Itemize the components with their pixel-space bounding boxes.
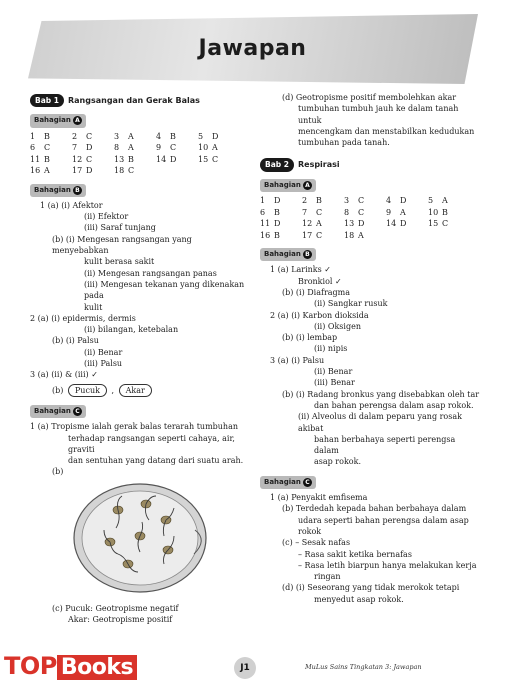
answer-cell [30, 165, 72, 177]
question-number: 5 [428, 196, 434, 206]
answer-letter: A [128, 143, 134, 153]
answer-line: bahan berbahaya seperti perengsa dalam [314, 434, 456, 456]
answer-letter: B [274, 230, 280, 240]
answer-letter: A [316, 219, 322, 229]
answer-letter: C [86, 154, 93, 164]
answer-cell [428, 207, 470, 219]
question-number: 13 [114, 154, 125, 164]
chapter-title: Rangsangan dan Gerak Balas [67, 96, 200, 105]
answer-line: mencengkam dan menstabilkan kedudukan [298, 126, 475, 136]
answer-line: kulit [84, 302, 103, 312]
answer-line: (ii) Alveolus di dalam peparu yang rosak akibat [298, 412, 462, 433]
answer-letter: A [128, 131, 134, 141]
answer-cell [302, 195, 344, 207]
answer-cell [428, 218, 470, 230]
answer-cell [198, 154, 240, 166]
section-letter-icon: C [73, 407, 82, 416]
answer-letter: C [316, 207, 323, 217]
answer-letter: D [86, 166, 93, 176]
question-number: 8 [344, 207, 350, 217]
answer-cell [344, 207, 386, 219]
section-label-c: Bahagian C [260, 476, 316, 489]
answer-line: (b) (i) Diafragma [282, 287, 351, 297]
answer-line: 1 (a) Penyakit emfisema [270, 493, 368, 503]
question-number: 16 [30, 166, 41, 176]
answer-cell [386, 207, 428, 219]
answer-cell [344, 218, 386, 230]
answer-line: asap rokok. [314, 457, 362, 467]
answer-letter: D [274, 196, 281, 206]
answer-letter: C [358, 207, 365, 217]
question-number: 11 [30, 154, 41, 164]
answer-cell [428, 195, 470, 207]
answer-cell [386, 218, 428, 230]
chapter-title: Respirasi [297, 160, 340, 170]
bab2-c-answers [260, 492, 480, 605]
oval-akar: Akar [119, 384, 152, 397]
left-column [30, 92, 250, 626]
answer-letter: A [358, 230, 364, 240]
question-number: 4 [156, 131, 162, 141]
section-label-a: Bahagian A [30, 114, 86, 127]
answer-line: (ii) Mengesan rangsangan panas [84, 268, 217, 278]
answer-letter: B [316, 196, 322, 206]
oval-answer-line: (b) Pucuk , Akar [30, 384, 250, 397]
answer-line: 1 (a) Larinks ✓ [270, 265, 332, 275]
answer-letter: C [358, 196, 365, 206]
question-number: 7 [72, 143, 78, 153]
answer-letter: A [44, 166, 50, 176]
answer-letter: B [44, 131, 50, 141]
answer-letter: D [400, 219, 407, 229]
answer-line: 2 (a) (i) epidermis, dermis [30, 313, 136, 323]
question-number: 11 [260, 219, 271, 229]
answer-line: terhadap rangsangan seperti cahaya, air, graviti [68, 433, 235, 454]
bab1-b-answers [30, 200, 250, 397]
chapter-heading-bab1 [30, 94, 250, 107]
answer-line: dan sentuhan yang datang dari suatu arah. [68, 456, 244, 466]
question-number: 10 [198, 143, 209, 153]
answer-line: udara seperti bahan perengsa dalam asap rokok [298, 515, 469, 536]
answer-line: (b) (i) Radang bronkus yang disebabkan oleh tar [282, 389, 480, 399]
question-number: 3 [114, 131, 120, 141]
answer-line: (d) Geotropisme positif membolehkan akar [282, 93, 457, 102]
question-number: 6 [30, 143, 36, 153]
question-number: 18 [344, 230, 355, 240]
section-letter-icon: A [73, 116, 82, 125]
answer-line: 2 (a) (i) Karbon dioksida [270, 310, 369, 320]
question-number: 18 [114, 166, 125, 176]
answer-line: menyedut asap rokok. [314, 594, 404, 604]
question-number: 1 [30, 131, 36, 141]
question-number: 12 [302, 219, 313, 229]
question-number: 17 [302, 230, 313, 240]
answer-line: 1 (a) Tropisme ialah gerak balas terarah tumbuhan [30, 422, 239, 432]
question-number: 1 [260, 196, 266, 206]
question-number: 15 [428, 219, 439, 229]
answer-line: (ii) Benar [84, 347, 123, 357]
answer-letter: D [212, 131, 219, 141]
section-label-b: Bahagian B [260, 248, 316, 261]
answer-cell [198, 142, 240, 154]
answer-cell [114, 142, 156, 154]
answer-line: (ii) Efektor [84, 212, 129, 222]
answer-line: – Rasa letih biarpun hanya melakukan kerja [298, 560, 477, 570]
answer-cell [114, 165, 156, 177]
answer-cell [72, 142, 114, 154]
section-letter-icon: B [303, 250, 312, 259]
answer-cell [302, 207, 344, 219]
chapter-chip: Bab 1 [30, 94, 64, 107]
answer-letter: D [170, 154, 177, 164]
question-number: 12 [72, 154, 83, 164]
answer-letter: C [86, 131, 93, 141]
answer-cell [72, 131, 114, 143]
answer-grid-bab2-a [260, 195, 480, 241]
question-number: 17 [72, 166, 83, 176]
answer-cell [30, 154, 72, 166]
answer-line: (b) Terdedah kepada bahan berbahaya dalam [282, 504, 467, 514]
answer-line: (ii) nipis [314, 344, 348, 354]
seedling-petri-dish-illustration [70, 480, 210, 598]
question-number: 16 [260, 230, 271, 240]
answer-line: (iii) Palsu [84, 359, 123, 369]
answer-line: (iii) Saraf tunjang [84, 223, 156, 233]
right-column [260, 92, 480, 605]
answer-line: (ii) Sangkar rusuk [314, 299, 388, 309]
question-number: 8 [114, 143, 120, 153]
bab2-b-answers [260, 264, 480, 467]
answer-cell [156, 154, 198, 166]
question-number: 14 [156, 154, 167, 164]
answer-cell [386, 195, 428, 207]
question-number: 4 [386, 196, 392, 206]
answer-cell [30, 131, 72, 143]
answer-line: (ii) Oksigen [314, 321, 361, 331]
answer-cell [260, 195, 302, 207]
section-letter-icon: B [73, 186, 82, 195]
section-label-a: Bahagian A [260, 179, 316, 192]
chapter-heading-bab2 [260, 158, 480, 171]
answer-line: tumbuhan pada tanah. [298, 138, 390, 148]
section-label-c: Bahagian C [30, 405, 86, 418]
answer-letter: B [128, 154, 134, 164]
answer-letter: A [442, 196, 448, 206]
answer-line: (b) [52, 467, 64, 477]
answer-letter: D [86, 143, 93, 153]
answer-letter: C [212, 154, 219, 164]
answer-line: (d) (i) Seseorang yang tidak merokok tetapi [282, 583, 460, 593]
answer-cell [156, 142, 198, 154]
answer-cell [344, 230, 386, 242]
answer-letter: C [316, 230, 323, 240]
answer-line: (ii) Benar [314, 367, 353, 377]
question-number: 2 [72, 131, 78, 141]
answer-line: 1 (a) (i) Afektor [40, 200, 103, 210]
answer-letter: B [274, 207, 280, 217]
answer-line: Akar: Geotropisme positif [68, 615, 173, 625]
question-number: 9 [386, 207, 392, 217]
answer-letter: A [400, 207, 406, 217]
answer-letter: D [358, 219, 365, 229]
answer-line: Bronkiol ✓ [298, 276, 342, 286]
answer-line: (b) (i) Mengesan rangsangan yang menyebabkan [52, 234, 192, 256]
page-number-badge: J1 [234, 657, 256, 679]
answer-letter: B [442, 207, 448, 217]
answer-letter: B [44, 154, 50, 164]
answer-cell [260, 207, 302, 219]
answer-letter: C [128, 166, 135, 176]
question-number: 2 [302, 196, 308, 206]
answer-cell [260, 218, 302, 230]
answer-letter: C [442, 219, 449, 229]
answer-grid-bab1-a [30, 131, 250, 177]
answer-line: (b) (i) Palsu [52, 336, 99, 346]
answer-line: (iii) Mengesan tekanan yang dikenakan pada [84, 279, 245, 301]
answer-line: tumbuhan tumbuh jauh ke dalam tanah untuk [298, 104, 459, 125]
answer-letter: D [400, 196, 407, 206]
answer-letter: D [274, 219, 281, 229]
answer-letter: C [170, 143, 177, 153]
question-number: 13 [344, 219, 355, 229]
running-footer: MuLus Sains Tingkatan 3: Jawapan [305, 663, 422, 671]
topbooks-logo: TOP Books [4, 652, 137, 680]
answer-cell [114, 131, 156, 143]
question-number: 10 [428, 207, 439, 217]
answer-cell [72, 154, 114, 166]
answer-letter: B [170, 131, 176, 141]
answer-line: (c) – Sesak nafas [282, 538, 351, 548]
answer-cell [114, 154, 156, 166]
oval-pucuk: Pucuk [68, 384, 107, 397]
answer-cell [156, 131, 198, 143]
answer-line: (ii) bilangan, ketebalan [84, 325, 179, 335]
question-number: 3 [344, 196, 350, 206]
answer-cell [302, 218, 344, 230]
answer-line: (b) (i) lembap [282, 333, 338, 343]
answer-letter: C [44, 143, 51, 153]
section-letter-icon: C [303, 478, 312, 487]
answer-line: 3 (a) (ii) & (iii) ✓ [30, 370, 98, 380]
answer-line: (iii) Benar [314, 378, 355, 388]
answer-cell [344, 195, 386, 207]
answer-line: (c) Pucuk: Geotropisme negatif [52, 604, 179, 614]
answer-line: dan bahan perengsa dalam asap rokok. [314, 400, 474, 410]
answer-cell [302, 230, 344, 242]
question-number: 14 [386, 219, 397, 229]
answer-line: ringan [314, 572, 341, 582]
answer-cell [72, 165, 114, 177]
answer-line: 3 (a) (i) Palsu [270, 355, 325, 365]
section-letter-icon: A [303, 181, 312, 190]
question-number: 15 [198, 154, 209, 164]
chapter-chip: Bab 2 [260, 158, 294, 171]
question-number: 7 [302, 207, 308, 217]
question-number: 5 [198, 131, 204, 141]
answer-line: – Rasa sakit ketika bernafas [298, 549, 412, 559]
question-number: 9 [156, 143, 162, 153]
section-label-b: Bahagian B [30, 184, 86, 197]
answer-cell [30, 142, 72, 154]
page-title: Jawapan [198, 36, 307, 61]
answer-letter: A [212, 143, 218, 153]
answer-cell [198, 131, 240, 143]
answer-line: kulit berasa sakit [84, 257, 155, 267]
question-number: 6 [260, 207, 266, 217]
answer-cell [260, 230, 302, 242]
